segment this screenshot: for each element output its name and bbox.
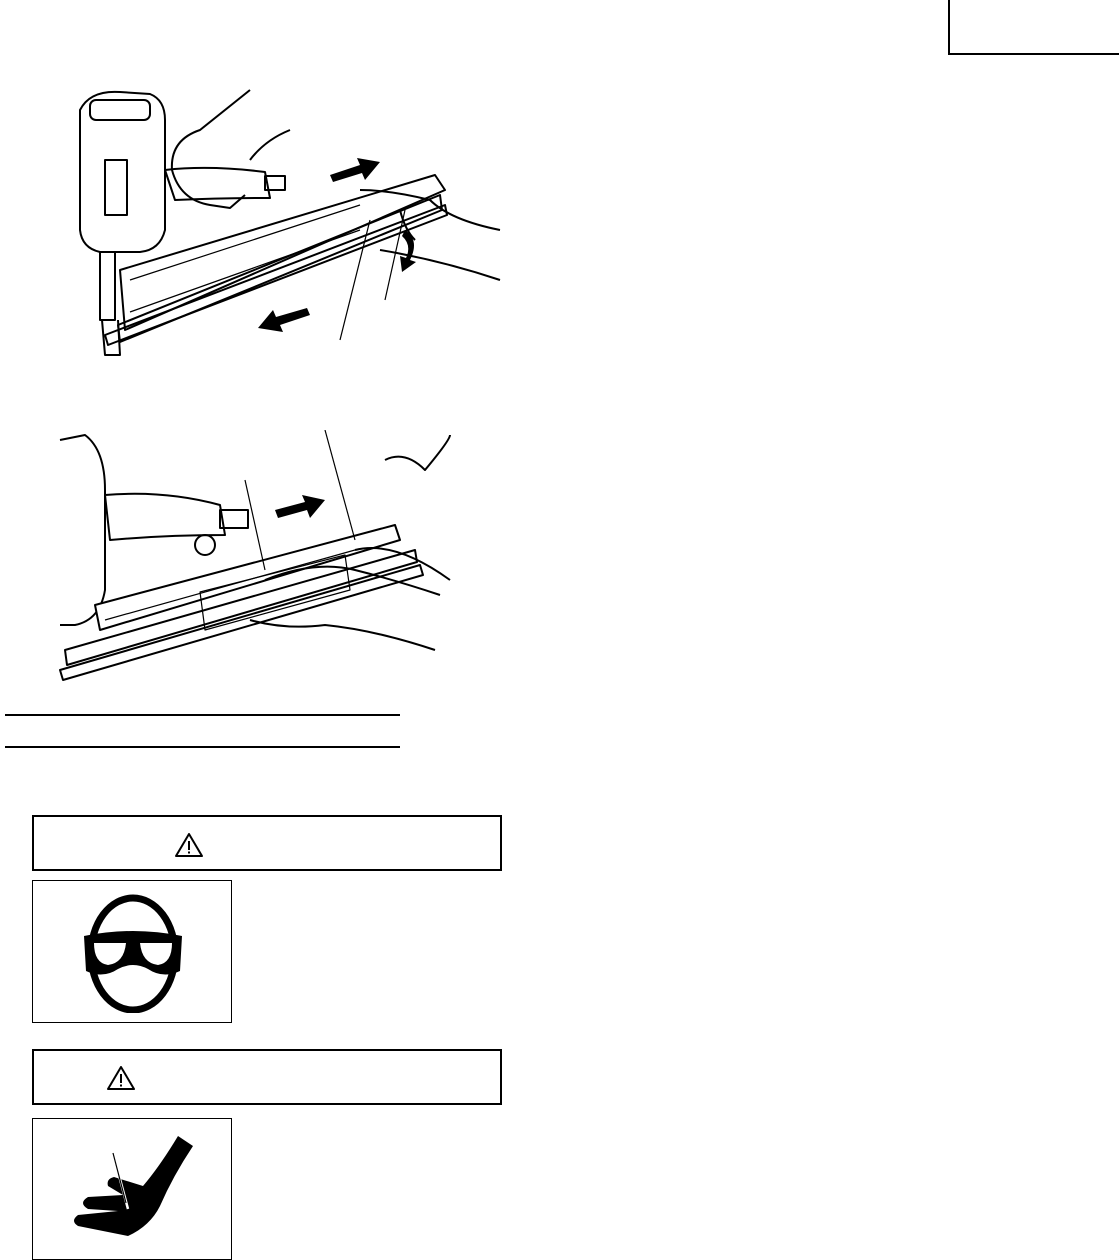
heading-rule-bottom xyxy=(5,746,400,748)
arrow-right-icon xyxy=(275,495,325,518)
arrow-left-icon xyxy=(258,308,310,332)
safety-goggles-icon xyxy=(78,891,188,1013)
hand-puncture-icon xyxy=(68,1131,198,1246)
safety-goggles-pictogram xyxy=(32,880,232,1023)
warning-triangle-icon xyxy=(106,1065,136,1091)
arrow-right-icon xyxy=(330,158,380,182)
warning-header-1 xyxy=(32,815,502,871)
warning-header-2 xyxy=(32,1049,502,1105)
page-number-box xyxy=(948,0,1119,55)
hand-puncture-pictogram xyxy=(32,1118,232,1260)
figure-nail-strip-loading xyxy=(55,430,455,685)
heading-rule-top xyxy=(5,714,400,716)
warning-triangle-icon xyxy=(174,832,204,858)
figure-magazine-feed xyxy=(60,80,510,370)
curved-arrow-icon xyxy=(400,230,416,272)
